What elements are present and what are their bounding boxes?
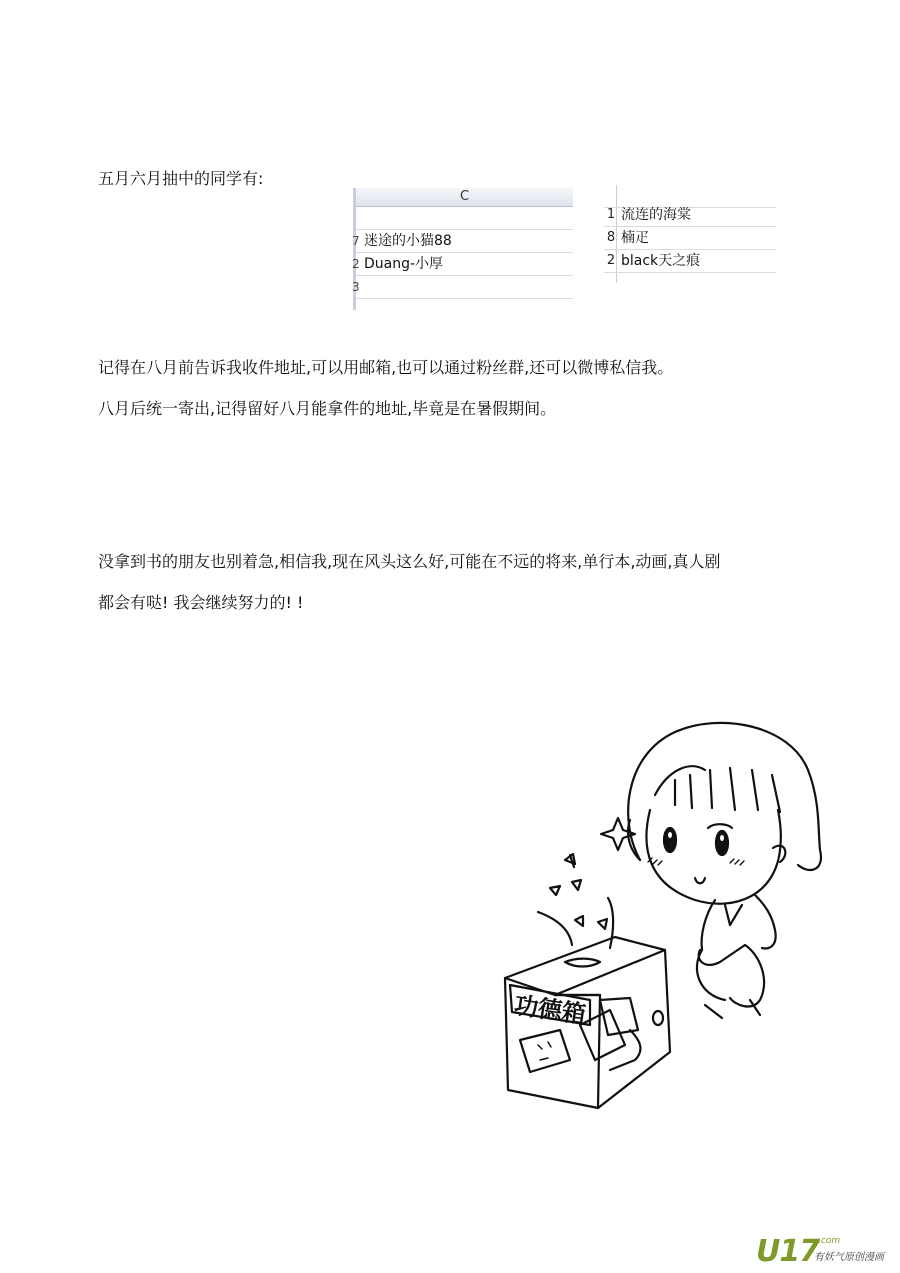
paragraph-encourage-1: 没拿到书的朋友也别着急,相信我,现在风头这么好,可能在不远的将来,单行本,动画,真人剧 — [98, 552, 721, 571]
row-number: 1 — [606, 207, 616, 222]
paragraph-shipping: 八月后统一寄出,记得留好八月能拿件的地址,毕竟是在暑假期间。 — [98, 399, 557, 418]
intro-text: 五月六月抽中的同学有: — [98, 169, 264, 188]
winner-name: Duang-小厚 — [364, 256, 444, 272]
row-number: 2 — [606, 253, 616, 268]
brand-slogan: 有妖气原创漫画 — [814, 1252, 884, 1263]
paragraph-encourage-2: 都会有哒! 我会继续努力的! ! — [98, 593, 304, 612]
u17-watermark — [756, 1234, 886, 1269]
spreadsheet-snippet-right — [604, 185, 776, 283]
paragraph-address: 记得在八月前告诉我收件地址,可以用邮箱,也可以通过粉丝群,还可以微博私信我。 — [98, 358, 674, 377]
brand-logo: U17 — [756, 1234, 820, 1269]
row-number: 7 — [352, 234, 360, 248]
table-row — [352, 276, 573, 299]
spreadsheet-snippet-left — [353, 188, 573, 310]
winner-name: 迷途的小猫88 — [364, 233, 452, 249]
row-number: 8 — [606, 230, 616, 245]
table-row — [604, 250, 776, 273]
row-number: 2 — [352, 257, 360, 271]
girl-donation-box-illustration — [490, 700, 840, 1110]
row-number: 3 — [352, 280, 360, 294]
winner-name: 楠疋 — [621, 230, 649, 246]
winner-name: 流连的海棠 — [621, 207, 691, 223]
brand-domain: .com — [818, 1236, 841, 1246]
winner-name: black天之痕 — [621, 253, 701, 269]
table-row — [352, 253, 573, 276]
table-row — [352, 230, 573, 253]
column-header: C — [356, 188, 573, 207]
table-row — [604, 204, 776, 227]
table-row — [604, 227, 776, 250]
box-label: 功德箱 — [512, 991, 588, 1029]
table-row — [356, 207, 573, 230]
